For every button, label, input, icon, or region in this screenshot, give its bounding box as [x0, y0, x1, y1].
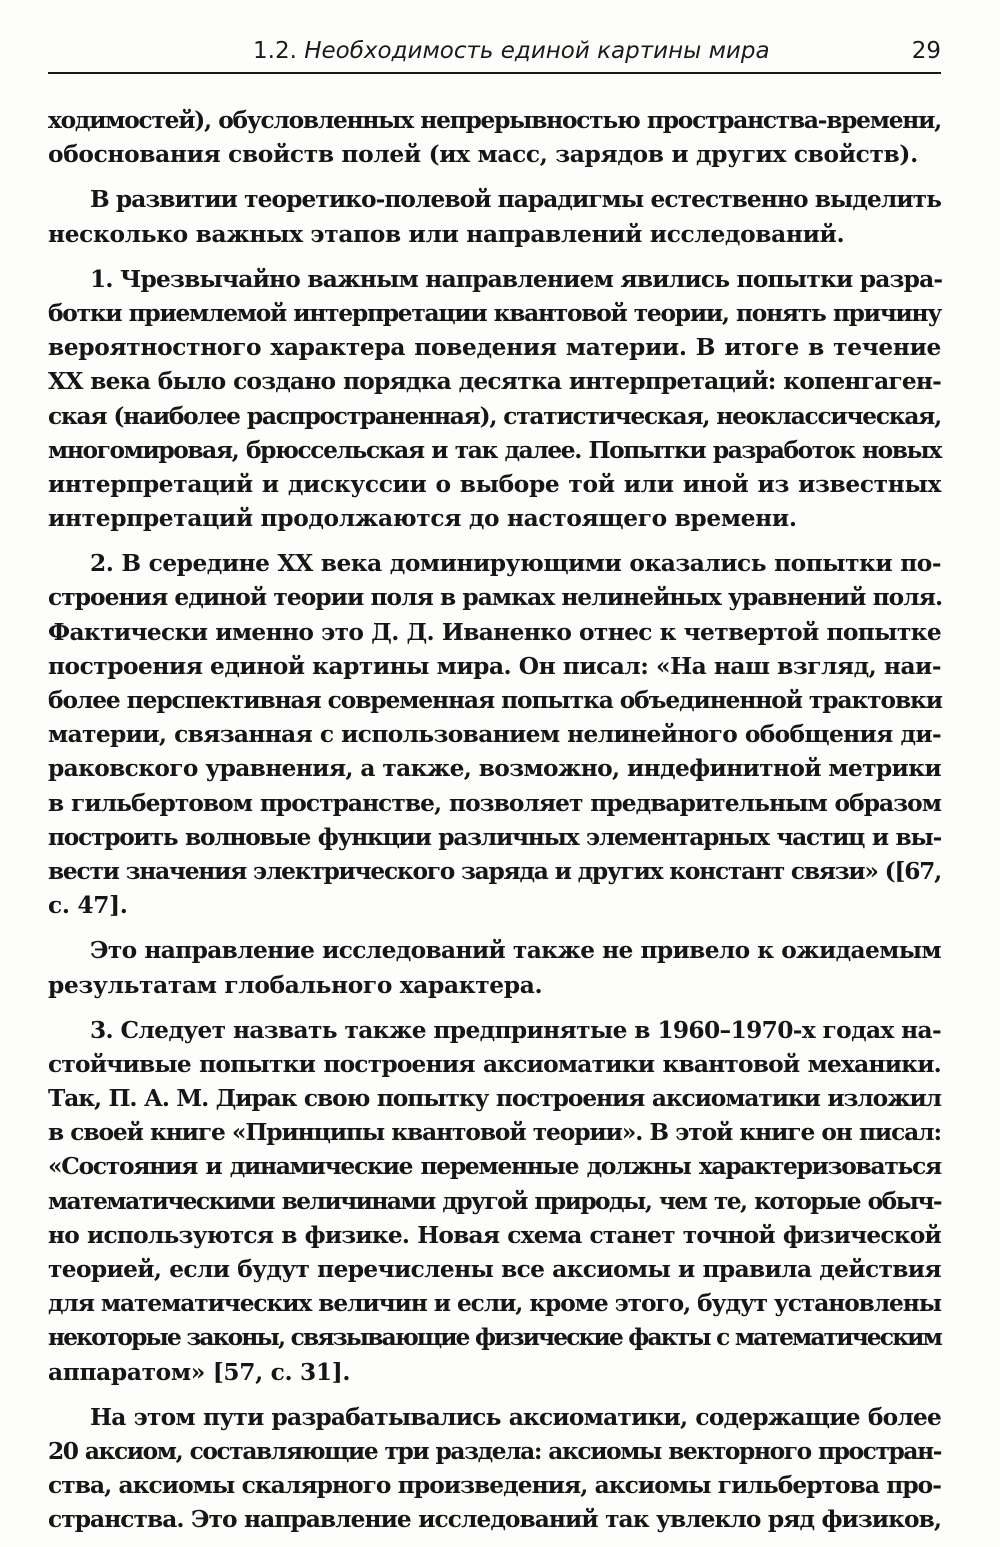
text-line: 3. Следует назвать также предпринятые в 1960–1970-х годах на- [90, 1016, 941, 1044]
section-number: 1.2. [253, 38, 297, 64]
text-line: Фактически именно это Д. Д. Иваненко отнес к четвертой попытке [48, 618, 941, 646]
text-line: построения единой картины мира. Он писал: «На наш взгляд, наи- [48, 652, 941, 680]
text-line: в гильбертовом пространстве, позволяет предварительным образом [48, 789, 941, 817]
text-line: ская (наиболее распространенная), статистическая, неоклассическая, [48, 402, 941, 430]
text-line: строения единой теории поля в рамках нелинейных уравнений поля. [48, 584, 943, 612]
section-title: Необходимость единой картины мира [304, 38, 770, 64]
text-line: XX века было создано порядка десятка интерпретаций: копенгаген- [48, 368, 941, 396]
text-line: аппаратом» [57, с. 31]. [48, 1358, 351, 1386]
text-line: более перспективная современная попытка объединенной трактовки [48, 687, 942, 714]
text-line: интерпретаций продолжаются до настоящего времени. [48, 505, 797, 533]
text-line: 1. Чрезвычайно важным направлением явились попытки разра- [90, 265, 943, 293]
text-line: построить волновые функции различных элементарных частиц и вы- [48, 823, 941, 851]
running-title [253, 38, 770, 64]
paragraph-1 [48, 104, 941, 172]
text-line: вести значения электрического заряда и других констант связи» ([67, [48, 857, 941, 885]
text-line: результатам глобального характера. [48, 971, 543, 999]
text-line: для математических величин и если, кроме этого, будут установлены [48, 1290, 941, 1318]
text-line: Так, П. А. М. Дирак свою попытку построения аксиоматики изложил [48, 1085, 941, 1113]
text-line: но используются в физике. Новая схема станет точной физической [48, 1221, 941, 1249]
text-line: «Состояния и динамические переменные должны характеризоваться [48, 1153, 941, 1181]
text-line: материи, связанная с использованием нелинейного обобщения ди- [48, 721, 941, 749]
paragraph-2 [48, 183, 941, 251]
text-line: теорией, если будут перечислены все аксиомы и правила действия [48, 1256, 941, 1283]
text-line: математическими величинами другой природы, чем те, которые обыч- [48, 1187, 941, 1215]
text-line: На этом пути разрабатывались аксиоматики, содержащие более [90, 1403, 941, 1431]
text-line: стойчивые попытки построения аксиоматики квантовой механики. [48, 1050, 941, 1078]
text-line: ства, аксиомы скалярного произведения, аксиомы гильбертова про- [48, 1472, 941, 1500]
text-line: 2. В середине XX века доминирующими оказались попытки по- [90, 550, 941, 578]
text-line: В развитии теоретико-полевой парадигмы естественно выделить [90, 186, 941, 214]
text-line: в своей книге «Принципы квантовой теории». В этой книге он писал: [48, 1119, 941, 1147]
text-line: раковского уравнения, а также, возможно, индефинитной метрики [48, 755, 941, 783]
text-line: 20 аксиом, составляющие три раздела: аксиомы векторного простран- [48, 1437, 941, 1465]
text-line: ботки приемлемой интерпретации квантовой теории, понять причину [48, 299, 941, 327]
text-line: вероятностного характера поведения материи. В итоге в течение [48, 334, 941, 362]
text-line: странства. Это направление исследований так увлекло ряд физиков, [48, 1506, 941, 1534]
paragraph-5 [48, 934, 941, 1002]
text-line: некоторые законы, связывающие физические факты с математическим [48, 1324, 941, 1352]
text-line: ходимостей), обусловленных непрерывностью пространства-времени, [48, 107, 941, 134]
text-line: многомировая, брюссельская и так далее. Попытки разработок новых [48, 436, 941, 464]
text-line: обоснования свойств полей (их масс, зарядов и других свойств). [48, 141, 918, 169]
body-text [48, 104, 941, 1538]
paragraph-7 [48, 1401, 941, 1538]
page-number: 29 [911, 38, 941, 64]
text-line: интерпретаций и дискуссии о выборе той или иной из известных [48, 470, 941, 498]
paragraph-4 [48, 547, 941, 923]
text-line: несколько важных этапов или направлений исследований. [48, 220, 845, 248]
text-line: с. 47]. [48, 892, 128, 920]
paragraph-3 [48, 263, 941, 537]
running-header [48, 36, 941, 74]
paragraph-6 [48, 1014, 941, 1390]
text-line: Это направление исследований также не привело к ожидаемым [90, 937, 941, 965]
